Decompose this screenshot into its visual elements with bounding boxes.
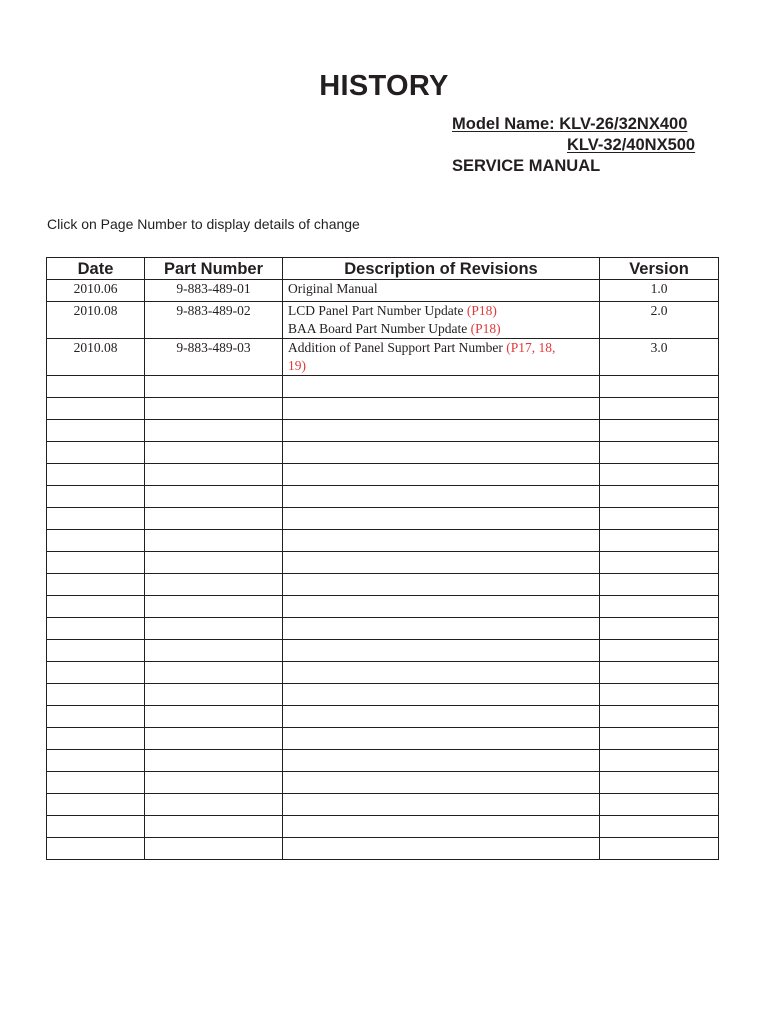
page-link-p17-18[interactable]: (P17, 18, [506, 340, 556, 355]
empty-row [47, 596, 719, 618]
empty-cell [283, 398, 600, 420]
empty-cell [47, 442, 145, 464]
empty-cell [283, 552, 600, 574]
empty-cell [145, 596, 283, 618]
empty-cell [283, 706, 600, 728]
empty-cell [145, 530, 283, 552]
empty-cell [600, 706, 719, 728]
empty-cell [47, 596, 145, 618]
empty-row [47, 574, 719, 596]
empty-cell [600, 728, 719, 750]
empty-row [47, 794, 719, 816]
empty-cell [47, 838, 145, 860]
empty-cell [145, 508, 283, 530]
manual-type: SERVICE MANUAL [452, 157, 601, 175]
description-text: Original Manual [288, 281, 378, 296]
row-date: 2010.08 [47, 302, 145, 339]
empty-cell [283, 376, 600, 398]
empty-cell [47, 398, 145, 420]
empty-cell [145, 684, 283, 706]
empty-row [47, 706, 719, 728]
empty-cell [283, 662, 600, 684]
empty-cell [283, 750, 600, 772]
empty-cell [600, 552, 719, 574]
empty-row [47, 530, 719, 552]
empty-cell [600, 420, 719, 442]
empty-cell [47, 794, 145, 816]
empty-cell [600, 838, 719, 860]
model-info [452, 114, 695, 177]
empty-row [47, 838, 719, 860]
empty-row [47, 728, 719, 750]
empty-row [47, 750, 719, 772]
row-part-number: 9-883-489-03 [145, 339, 283, 376]
empty-cell [145, 662, 283, 684]
empty-cell [283, 728, 600, 750]
description-text: Addition of Panel Support Part Number [288, 340, 507, 355]
empty-cell [47, 574, 145, 596]
empty-row [47, 618, 719, 640]
empty-cell [283, 640, 600, 662]
empty-cell [283, 420, 600, 442]
empty-cell [47, 772, 145, 794]
empty-cell [600, 596, 719, 618]
empty-cell [47, 530, 145, 552]
revision-history-table [46, 257, 719, 860]
empty-cell [283, 464, 600, 486]
empty-cell [145, 574, 283, 596]
empty-cell [283, 684, 600, 706]
empty-cell [47, 684, 145, 706]
row-version: 1.0 [600, 280, 719, 302]
row-date: 2010.08 [47, 339, 145, 376]
empty-cell [283, 772, 600, 794]
page-link-p18-baa[interactable]: (P18) [470, 321, 501, 336]
empty-cell [145, 640, 283, 662]
empty-cell [600, 750, 719, 772]
page-link-p18[interactable]: (P18) [466, 303, 497, 318]
empty-cell [600, 816, 719, 838]
empty-cell [283, 486, 600, 508]
row-date: 2010.06 [47, 280, 145, 302]
empty-cell [145, 794, 283, 816]
empty-cell [600, 376, 719, 398]
empty-cell [283, 618, 600, 640]
empty-cell [145, 816, 283, 838]
empty-row [47, 376, 719, 398]
empty-cell [600, 772, 719, 794]
empty-cell [145, 618, 283, 640]
empty-row [47, 464, 719, 486]
empty-cell [145, 838, 283, 860]
row-description [283, 280, 600, 302]
empty-cell [145, 706, 283, 728]
empty-cell [145, 552, 283, 574]
empty-cell [600, 794, 719, 816]
empty-cell [600, 662, 719, 684]
empty-cell [600, 464, 719, 486]
empty-cell [47, 508, 145, 530]
empty-cell [47, 376, 145, 398]
empty-cell [145, 442, 283, 464]
row-part-number: 9-883-489-02 [145, 302, 283, 339]
empty-cell [283, 816, 600, 838]
empty-cell [145, 728, 283, 750]
empty-cell [47, 552, 145, 574]
empty-row [47, 508, 719, 530]
empty-cell [145, 772, 283, 794]
header-date: Date [47, 258, 145, 280]
description-text: BAA Board Part Number Update [288, 321, 471, 336]
empty-cell [283, 838, 600, 860]
empty-cell [145, 376, 283, 398]
empty-cell [600, 684, 719, 706]
empty-cell [47, 640, 145, 662]
empty-row [47, 662, 719, 684]
empty-cell [47, 706, 145, 728]
empty-cell [600, 442, 719, 464]
empty-cell [145, 464, 283, 486]
empty-cell [145, 750, 283, 772]
empty-row [47, 684, 719, 706]
empty-cell [47, 662, 145, 684]
empty-cell [600, 486, 719, 508]
row-version: 2.0 [600, 302, 719, 339]
empty-cell [600, 640, 719, 662]
empty-cell [600, 618, 719, 640]
empty-cell [47, 750, 145, 772]
empty-cell [145, 398, 283, 420]
table-header-row [47, 258, 719, 280]
instruction-text: Click on Page Number to display details of change [47, 216, 360, 232]
empty-cell [600, 574, 719, 596]
empty-row [47, 442, 719, 464]
empty-cell [145, 420, 283, 442]
empty-row [47, 772, 719, 794]
table-row [47, 302, 719, 339]
empty-row [47, 816, 719, 838]
empty-cell [283, 574, 600, 596]
row-description [283, 339, 600, 376]
header-version: Version [600, 258, 719, 280]
table-row [47, 280, 719, 302]
table-row [47, 339, 719, 376]
empty-row [47, 420, 719, 442]
model-name-line: Model Name: KLV-26/32NX400 [452, 115, 688, 133]
empty-row [47, 640, 719, 662]
page-link-p19[interactable]: 19) [288, 358, 306, 373]
empty-cell [47, 816, 145, 838]
header-part-number: Part Number [145, 258, 283, 280]
empty-cell [283, 794, 600, 816]
empty-cell [47, 420, 145, 442]
empty-cell [600, 398, 719, 420]
row-version: 3.0 [600, 339, 719, 376]
row-description [283, 302, 600, 339]
empty-cell [600, 508, 719, 530]
description-text: LCD Panel Part Number Update [288, 303, 467, 318]
empty-cell [47, 728, 145, 750]
empty-cell [283, 442, 600, 464]
empty-row [47, 552, 719, 574]
empty-cell [145, 486, 283, 508]
empty-cell [47, 464, 145, 486]
empty-cell [47, 486, 145, 508]
row-part-number: 9-883-489-01 [145, 280, 283, 302]
page-title: HISTORY [319, 70, 449, 102]
empty-cell [283, 530, 600, 552]
empty-cell [283, 508, 600, 530]
model-name-line-2: KLV-32/40NX500 [567, 136, 696, 154]
empty-cell [283, 596, 600, 618]
empty-row [47, 398, 719, 420]
empty-cell [600, 530, 719, 552]
empty-cell [47, 618, 145, 640]
empty-row [47, 486, 719, 508]
header-description: Description of Revisions [283, 258, 600, 280]
